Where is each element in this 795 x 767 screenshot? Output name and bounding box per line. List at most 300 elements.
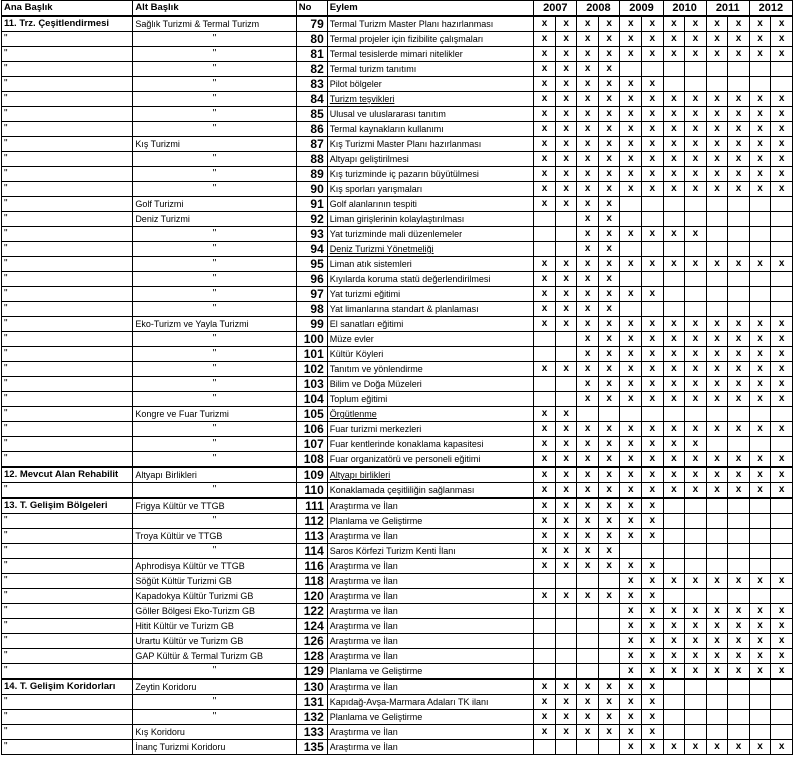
schedule-mark-cell: x [663, 483, 685, 499]
schedule-mark-cell: x [598, 62, 620, 77]
action-cell: Araştırma ve İlan [327, 649, 534, 664]
schedule-mark-cell: x [663, 32, 685, 47]
schedule-mark-cell: x [706, 47, 728, 62]
schedule-mark-cell: x [749, 257, 771, 272]
action-cell: Araştırma ve İlan [327, 634, 534, 649]
schedule-mark-cell: x [598, 392, 620, 407]
action-cell: Pilot bölgeler [327, 77, 534, 92]
schedule-mark-cell: x [685, 467, 707, 483]
action-cell: Liman atık sistemleri [327, 257, 534, 272]
schedule-mark-cell [598, 740, 620, 755]
schedule-mark-cell [706, 589, 728, 604]
schedule-mark-cell [598, 649, 620, 664]
main-heading-cell: " [2, 589, 133, 604]
schedule-mark-cell [728, 544, 750, 559]
schedule-mark-cell [663, 710, 685, 725]
schedule-mark-cell: x [642, 619, 664, 634]
schedule-mark-cell: x [555, 544, 577, 559]
schedule-mark-cell [706, 514, 728, 529]
schedule-mark-cell [663, 529, 685, 544]
schedule-mark-cell [534, 212, 556, 227]
schedule-mark-cell: x [685, 347, 707, 362]
schedule-mark-cell [706, 302, 728, 317]
schedule-mark-cell: x [534, 167, 556, 182]
schedule-mark-cell [534, 634, 556, 649]
sub-heading-cell: Hitit Kültür ve Turizm GB [133, 619, 296, 634]
schedule-mark-cell: x [534, 529, 556, 544]
schedule-mark-cell: x [555, 407, 577, 422]
table-row [2, 437, 793, 452]
schedule-mark-cell [706, 272, 728, 287]
schedule-mark-cell: x [555, 182, 577, 197]
schedule-mark-cell: x [706, 107, 728, 122]
schedule-mark-cell [534, 619, 556, 634]
schedule-mark-cell: x [598, 137, 620, 152]
table-row [2, 197, 793, 212]
schedule-mark-cell: x [555, 498, 577, 514]
schedule-mark-cell: x [555, 47, 577, 62]
schedule-mark-cell [642, 407, 664, 422]
schedule-mark-cell: x [706, 362, 728, 377]
schedule-mark-cell: x [706, 619, 728, 634]
schedule-mark-cell: x [663, 167, 685, 182]
schedule-mark-cell [620, 544, 642, 559]
table-row [2, 664, 793, 680]
schedule-mark-cell: x [598, 695, 620, 710]
main-heading-cell: " [2, 257, 133, 272]
schedule-mark-cell [706, 710, 728, 725]
schedule-mark-cell: x [642, 377, 664, 392]
table-row [2, 514, 793, 529]
schedule-mark-cell [685, 272, 707, 287]
sub-heading-cell: Altyapı Birlikleri [133, 467, 296, 483]
schedule-mark-cell [598, 407, 620, 422]
schedule-mark-cell: x [577, 544, 599, 559]
schedule-mark-cell: x [620, 392, 642, 407]
schedule-mark-cell: x [555, 483, 577, 499]
table-row [2, 634, 793, 649]
schedule-mark-cell: x [598, 152, 620, 167]
action-number-cell: 103 [296, 377, 327, 392]
schedule-mark-cell: x [663, 664, 685, 680]
action-number-cell: 114 [296, 544, 327, 559]
schedule-mark-cell: x [685, 634, 707, 649]
schedule-mark-cell [728, 589, 750, 604]
main-heading-cell: " [2, 122, 133, 137]
schedule-mark-cell: x [598, 559, 620, 574]
schedule-mark-cell: x [534, 483, 556, 499]
schedule-mark-cell [728, 197, 750, 212]
schedule-mark-cell [534, 392, 556, 407]
action-cell: Yat turizminde mali düzenlemeler [327, 227, 534, 242]
action-number-cell: 88 [296, 152, 327, 167]
schedule-mark-cell: x [642, 710, 664, 725]
main-heading-cell: " [2, 483, 133, 499]
schedule-mark-cell: x [620, 437, 642, 452]
schedule-mark-cell: x [771, 16, 793, 32]
schedule-mark-cell [555, 332, 577, 347]
action-cell: Araştırma ve İlan [327, 529, 534, 544]
schedule-mark-cell: x [577, 197, 599, 212]
schedule-mark-cell: x [620, 347, 642, 362]
schedule-mark-cell: x [749, 182, 771, 197]
sub-heading-cell: Göller Bölgesi Eko-Turizm GB [133, 604, 296, 619]
table-row [2, 332, 793, 347]
schedule-mark-cell [749, 725, 771, 740]
schedule-mark-cell: x [598, 498, 620, 514]
schedule-mark-cell [728, 725, 750, 740]
action-number-cell: 89 [296, 167, 327, 182]
action-number-cell: 102 [296, 362, 327, 377]
schedule-mark-cell: x [642, 392, 664, 407]
action-number-cell: 87 [296, 137, 327, 152]
schedule-mark-cell: x [706, 483, 728, 499]
table-row [2, 122, 793, 137]
schedule-mark-cell: x [771, 452, 793, 468]
schedule-mark-cell [663, 197, 685, 212]
schedule-mark-cell: x [706, 392, 728, 407]
table-row [2, 257, 793, 272]
schedule-mark-cell: x [620, 107, 642, 122]
schedule-mark-cell: x [642, 332, 664, 347]
schedule-mark-cell: x [642, 634, 664, 649]
table-row [2, 167, 793, 182]
action-number-cell: 100 [296, 332, 327, 347]
schedule-mark-cell: x [577, 498, 599, 514]
schedule-mark-cell [555, 634, 577, 649]
action-cell: Toplum eğitimi [327, 392, 534, 407]
schedule-mark-cell: x [534, 422, 556, 437]
table-row [2, 452, 793, 468]
schedule-mark-cell [534, 664, 556, 680]
main-heading-cell: " [2, 619, 133, 634]
schedule-mark-cell: x [771, 377, 793, 392]
schedule-mark-cell [663, 679, 685, 695]
sub-heading-cell: Aphrodisya Kültür ve TTGB [133, 559, 296, 574]
schedule-mark-cell: x [534, 710, 556, 725]
schedule-mark-cell: x [771, 92, 793, 107]
schedule-mark-cell: x [534, 92, 556, 107]
action-number-cell: 86 [296, 122, 327, 137]
schedule-mark-cell [706, 287, 728, 302]
schedule-mark-cell: x [642, 347, 664, 362]
schedule-mark-cell: x [620, 710, 642, 725]
schedule-mark-cell [598, 634, 620, 649]
schedule-mark-cell: x [577, 242, 599, 257]
action-cell: Planlama ve Geliştirme [327, 710, 534, 725]
schedule-mark-cell: x [598, 92, 620, 107]
schedule-mark-cell [534, 649, 556, 664]
schedule-mark-cell: x [620, 47, 642, 62]
schedule-mark-cell: x [620, 257, 642, 272]
schedule-mark-cell [728, 679, 750, 695]
action-cell: Deniz Turizmi Yönetmeliği [327, 242, 534, 257]
schedule-mark-cell: x [577, 107, 599, 122]
schedule-mark-cell: x [706, 634, 728, 649]
schedule-mark-cell: x [642, 574, 664, 589]
schedule-mark-cell [771, 695, 793, 710]
sub-heading-cell: " [133, 544, 296, 559]
schedule-mark-cell [577, 649, 599, 664]
schedule-mark-cell: x [771, 664, 793, 680]
schedule-mark-cell [706, 544, 728, 559]
schedule-mark-cell: x [577, 137, 599, 152]
schedule-mark-cell: x [728, 649, 750, 664]
schedule-mark-cell [706, 498, 728, 514]
schedule-mark-cell: x [555, 62, 577, 77]
schedule-mark-cell: x [685, 257, 707, 272]
schedule-mark-cell: x [642, 695, 664, 710]
schedule-mark-cell: x [598, 589, 620, 604]
action-number-cell: 111 [296, 498, 327, 514]
schedule-mark-cell: x [534, 122, 556, 137]
main-heading-cell: " [2, 392, 133, 407]
schedule-mark-cell: x [577, 483, 599, 499]
schedule-mark-cell [771, 272, 793, 287]
schedule-mark-cell: x [663, 467, 685, 483]
schedule-mark-cell: x [728, 107, 750, 122]
schedule-mark-cell: x [534, 589, 556, 604]
action-number-cell: 108 [296, 452, 327, 468]
schedule-mark-cell [771, 498, 793, 514]
action-cell: Araştırma ve İlan [327, 498, 534, 514]
schedule-mark-cell [620, 302, 642, 317]
schedule-mark-cell [749, 242, 771, 257]
schedule-mark-cell [706, 77, 728, 92]
schedule-mark-cell: x [642, 483, 664, 499]
schedule-mark-cell [555, 619, 577, 634]
sub-heading-cell: " [133, 514, 296, 529]
sub-heading-cell: Eko-Turizm ve Yayla Turizmi [133, 317, 296, 332]
schedule-mark-cell: x [620, 422, 642, 437]
schedule-mark-cell [706, 407, 728, 422]
schedule-mark-cell: x [620, 92, 642, 107]
sub-heading-cell: Kış Turizmi [133, 137, 296, 152]
action-cell: Saros Körfezi Turizm Kenti İlanı [327, 544, 534, 559]
header-row [2, 1, 793, 17]
schedule-mark-cell: x [685, 362, 707, 377]
schedule-mark-cell [728, 514, 750, 529]
schedule-mark-cell: x [577, 559, 599, 574]
schedule-mark-cell [728, 559, 750, 574]
table-row [2, 362, 793, 377]
schedule-mark-cell: x [685, 122, 707, 137]
schedule-mark-cell [771, 227, 793, 242]
table-row [2, 377, 793, 392]
table-row [2, 725, 793, 740]
schedule-mark-cell [685, 679, 707, 695]
table-row [2, 710, 793, 725]
sub-heading-cell: " [133, 362, 296, 377]
schedule-mark-cell: x [534, 272, 556, 287]
schedule-mark-cell [706, 695, 728, 710]
schedule-mark-cell: x [598, 287, 620, 302]
schedule-mark-cell [642, 302, 664, 317]
schedule-mark-cell [749, 544, 771, 559]
action-number-cell: 96 [296, 272, 327, 287]
schedule-mark-cell: x [620, 619, 642, 634]
schedule-mark-cell: x [771, 47, 793, 62]
action-cell: Kültür Köyleri [327, 347, 534, 362]
schedule-mark-cell: x [663, 377, 685, 392]
schedule-mark-cell: x [577, 152, 599, 167]
schedule-mark-cell [771, 544, 793, 559]
schedule-mark-cell [620, 272, 642, 287]
table-row [2, 62, 793, 77]
schedule-mark-cell: x [598, 347, 620, 362]
table-row [2, 544, 793, 559]
schedule-mark-cell: x [685, 107, 707, 122]
schedule-mark-cell [771, 559, 793, 574]
schedule-mark-cell [749, 227, 771, 242]
schedule-mark-cell [577, 604, 599, 619]
schedule-mark-cell: x [685, 437, 707, 452]
action-cell: Kış Turizmi Master Planı hazırlanması [327, 137, 534, 152]
header-year-2010: 2010 [663, 1, 706, 17]
schedule-mark-cell: x [598, 302, 620, 317]
schedule-mark-cell: x [771, 332, 793, 347]
action-number-cell: 79 [296, 16, 327, 32]
schedule-mark-cell: x [663, 619, 685, 634]
schedule-mark-cell: x [706, 740, 728, 755]
schedule-mark-cell: x [555, 589, 577, 604]
action-cell: Termal Turizm Master Planı hazırlanması [327, 16, 534, 32]
schedule-mark-cell [577, 574, 599, 589]
action-cell: Altyapı geliştirilmesi [327, 152, 534, 167]
schedule-mark-cell: x [685, 92, 707, 107]
schedule-mark-cell: x [728, 332, 750, 347]
schedule-mark-cell: x [620, 589, 642, 604]
schedule-mark-cell: x [620, 137, 642, 152]
main-heading-cell: 14. T. Gelişim Koridorları [2, 679, 133, 695]
schedule-mark-cell: x [685, 137, 707, 152]
schedule-mark-cell: x [749, 422, 771, 437]
sub-heading-cell: " [133, 167, 296, 182]
sub-heading-cell: Kapadokya Kültür Turizmi GB [133, 589, 296, 604]
schedule-mark-cell: x [642, 362, 664, 377]
schedule-mark-cell: x [728, 377, 750, 392]
schedule-mark-cell: x [555, 679, 577, 695]
schedule-mark-cell [771, 407, 793, 422]
schedule-mark-cell: x [685, 317, 707, 332]
schedule-mark-cell: x [749, 16, 771, 32]
action-number-cell: 124 [296, 619, 327, 634]
schedule-mark-cell: x [577, 227, 599, 242]
schedule-mark-cell [706, 529, 728, 544]
table-row [2, 317, 793, 332]
schedule-mark-cell: x [642, 47, 664, 62]
schedule-mark-cell: x [749, 167, 771, 182]
schedule-mark-cell: x [620, 498, 642, 514]
schedule-mark-cell: x [620, 16, 642, 32]
schedule-mark-cell [555, 227, 577, 242]
schedule-mark-cell [663, 272, 685, 287]
table-body [2, 16, 793, 755]
schedule-mark-cell [706, 62, 728, 77]
schedule-mark-cell: x [534, 437, 556, 452]
schedule-mark-cell [749, 197, 771, 212]
schedule-mark-cell: x [642, 664, 664, 680]
schedule-mark-cell: x [555, 514, 577, 529]
main-heading-cell: " [2, 604, 133, 619]
action-cell: Liman girişlerinin kolaylaştırılması [327, 212, 534, 227]
schedule-mark-cell: x [577, 589, 599, 604]
schedule-mark-cell: x [577, 514, 599, 529]
action-cell: Fuar kentlerinde konaklama kapasitesi [327, 437, 534, 452]
schedule-mark-cell: x [577, 302, 599, 317]
schedule-mark-cell [771, 710, 793, 725]
schedule-mark-cell: x [728, 740, 750, 755]
schedule-mark-cell: x [685, 167, 707, 182]
schedule-mark-cell: x [620, 32, 642, 47]
schedule-mark-cell: x [771, 604, 793, 619]
schedule-mark-cell: x [706, 16, 728, 32]
table-row [2, 392, 793, 407]
schedule-mark-cell [598, 574, 620, 589]
schedule-mark-cell: x [534, 137, 556, 152]
table-row [2, 242, 793, 257]
main-heading-cell: " [2, 242, 133, 257]
schedule-mark-cell [749, 407, 771, 422]
schedule-mark-cell: x [598, 227, 620, 242]
schedule-mark-cell: x [685, 604, 707, 619]
schedule-mark-cell: x [749, 347, 771, 362]
main-heading-cell: " [2, 452, 133, 468]
schedule-mark-cell: x [728, 619, 750, 634]
schedule-mark-cell: x [534, 16, 556, 32]
schedule-mark-cell: x [555, 422, 577, 437]
table-row [2, 77, 793, 92]
schedule-mark-cell: x [555, 287, 577, 302]
schedule-mark-cell: x [642, 317, 664, 332]
schedule-mark-cell: x [685, 452, 707, 468]
schedule-mark-cell: x [620, 529, 642, 544]
schedule-mark-cell [749, 679, 771, 695]
action-cell: Yat turizmi eğitimi [327, 287, 534, 302]
schedule-mark-cell: x [577, 182, 599, 197]
schedule-mark-cell: x [706, 422, 728, 437]
action-number-cell: 122 [296, 604, 327, 619]
schedule-mark-cell [555, 649, 577, 664]
schedule-mark-cell: x [620, 377, 642, 392]
sub-heading-cell: " [133, 122, 296, 137]
schedule-mark-cell: x [534, 152, 556, 167]
schedule-mark-cell: x [555, 16, 577, 32]
schedule-mark-cell: x [728, 634, 750, 649]
schedule-mark-cell: x [771, 362, 793, 377]
header-year-2007: 2007 [534, 1, 577, 17]
schedule-mark-cell: x [642, 452, 664, 468]
schedule-mark-cell [728, 227, 750, 242]
schedule-mark-cell: x [728, 152, 750, 167]
main-heading-cell: " [2, 514, 133, 529]
schedule-mark-cell: x [771, 574, 793, 589]
schedule-mark-cell: x [728, 664, 750, 680]
schedule-mark-cell: x [620, 649, 642, 664]
schedule-mark-cell: x [749, 467, 771, 483]
schedule-mark-cell: x [620, 740, 642, 755]
schedule-mark-cell: x [577, 77, 599, 92]
sub-heading-cell: " [133, 710, 296, 725]
schedule-mark-cell [663, 62, 685, 77]
action-cell: Araştırma ve İlan [327, 574, 534, 589]
action-number-cell: 130 [296, 679, 327, 695]
schedule-mark-cell: x [555, 362, 577, 377]
action-cell: Araştırma ve İlan [327, 589, 534, 604]
schedule-mark-cell [555, 574, 577, 589]
table-row [2, 589, 793, 604]
schedule-mark-cell: x [598, 467, 620, 483]
